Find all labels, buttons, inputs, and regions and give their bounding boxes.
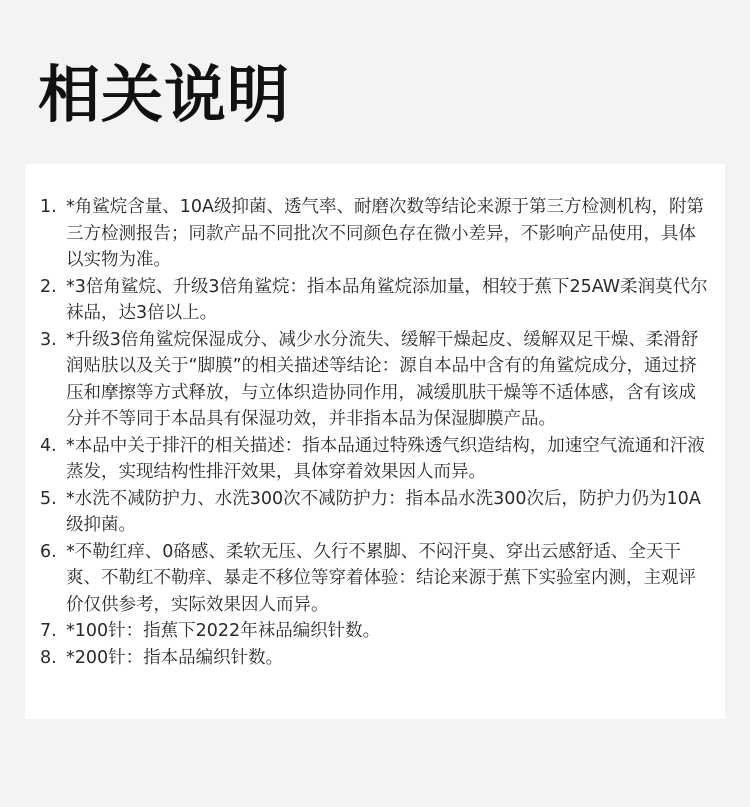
note-number: 5. <box>40 488 57 509</box>
note-item <box>40 539 713 619</box>
note-text: *升级3倍角鲨烷保湿成分、减少水分流失、缓解干燥起皮、缓解双足干燥、柔滑舒润贴肤以及关于“脚膜”的相关描述等结论：源自本品中含有的角鲨烷成分，通过挤压和摩擦等方式释放，与立体织造协同作用，减缓肌肤干燥等不适体感，含有该成分并不等同于本品具有保湿功效，并非指本品为保湿脚膜产品。 <box>66 329 699 429</box>
note-number: 1. <box>40 197 57 217</box>
note-text: *水洗不减防护力、水洗300次不减防护力：指本品水洗300次后，防护力仍为10A级抑菌。 <box>66 488 701 535</box>
note-text: *角鲨烷含量、10A级抑菌、透气率、耐磨次数等结论来源于第三方检测机构，附第三方检测报告；同款产品不同批次不同颜色存在微小差异，不影响产品使用，具体以实物为准。 <box>66 197 704 270</box>
note-number: 3. <box>40 329 57 350</box>
note-item <box>40 194 713 274</box>
note-item <box>40 645 713 672</box>
note-number: 2. <box>40 276 57 297</box>
note-number: 8. <box>40 647 57 668</box>
note-number: 4. <box>40 435 57 456</box>
note-item <box>40 486 713 539</box>
note-number: 6. <box>40 541 57 562</box>
note-item <box>40 274 713 327</box>
note-text: *不勒红痒、0硌感、柔软无压、久行不累脚、不闷汗臭、穿出云感舒适、全天干爽、不勒红不勒痒、暴走不移位等穿着体验：结论来源于蕉下实验室内测，主观评价仅供参考，实际效果因人而异。 <box>66 541 696 615</box>
notes-card <box>25 164 725 719</box>
note-item <box>40 433 713 486</box>
note-text: *本品中关于排汗的相关描述：指本品通过特殊透气织造结构，加速空气流通和汗液蒸发，实现结构性排汗效果，具体穿着效果因人而异。 <box>66 435 705 482</box>
note-text: *200针：指本品编织针数。 <box>66 647 284 668</box>
note-text: *100针：指蕉下2022年袜品编织针数。 <box>66 621 381 641</box>
note-text: *3倍角鲨烷、升级3倍角鲨烷：指本品角鲨烷添加量，相较于蕉下25AW柔润莫代尔袜品，达3倍以上。 <box>66 276 708 323</box>
note-item <box>40 327 713 433</box>
note-item <box>40 618 713 645</box>
page-title: 相关说明 <box>38 58 291 131</box>
note-number: 7. <box>40 621 57 641</box>
notes-list <box>40 194 713 671</box>
